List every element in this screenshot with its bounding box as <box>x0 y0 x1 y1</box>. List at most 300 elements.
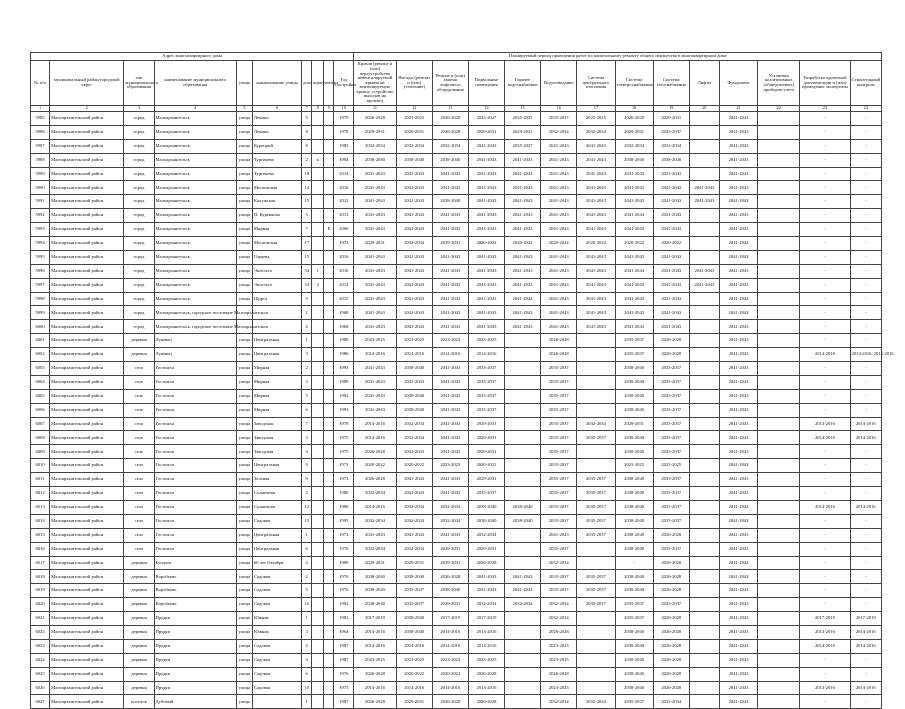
table-cell: Малоархангельский район <box>50 278 124 292</box>
table-cell: 2041-2043 <box>541 167 577 181</box>
column-header: Система центрального отопления <box>577 61 615 106</box>
table-cell <box>324 500 334 514</box>
table-cell: 2029-2031 <box>615 417 653 431</box>
table-cell: 2041-2043 <box>541 250 577 264</box>
table-cell: деревня <box>124 639 154 653</box>
table-cell: 2026-2028 <box>541 334 577 348</box>
table-row <box>31 264 882 278</box>
table-cell: 2029-2031 <box>354 237 396 251</box>
table-cell: 2035-2037 <box>653 514 689 528</box>
table-cell: Малоархангельский район <box>50 320 124 334</box>
table-cell: Малоархангельск <box>154 139 236 153</box>
table-cell: город <box>124 209 154 223</box>
table-cell <box>505 528 541 542</box>
table-cell: - <box>800 584 850 598</box>
table-row <box>31 223 882 237</box>
table-cell: 4 <box>302 653 312 667</box>
table-cell: Садовая <box>252 681 301 695</box>
table-cell: 2038-2040 <box>615 362 653 376</box>
table-cell: 2 <box>302 153 312 167</box>
table-cell <box>758 375 800 389</box>
table-cell: Малоархангельский район <box>50 264 124 278</box>
table-cell: Прудки <box>154 612 236 626</box>
table-cell: 2026-2028 <box>541 625 577 639</box>
table-cell <box>505 695 541 709</box>
table-cell <box>252 695 301 709</box>
table-cell: 1987 <box>334 653 354 667</box>
table-cell: 2014-2016 <box>354 417 396 431</box>
table-cell <box>505 334 541 348</box>
table-cell: 2038-2040 <box>615 487 653 501</box>
table-cell: 2041-2043 <box>719 487 757 501</box>
table-cell: село <box>124 417 154 431</box>
table-cell: Малоархангельск, городское поселение Малоархангельск <box>154 320 236 334</box>
table-cell: Малоархангельский район <box>50 459 124 473</box>
table-cell: 2020-2022 <box>505 237 541 251</box>
table-cell: Гостомля <box>154 473 236 487</box>
table-cell: Малоархангельский район <box>50 542 124 556</box>
table-cell: улица <box>236 153 252 167</box>
table-cell: 1979 <box>334 112 354 126</box>
table-cell: Гостомля <box>154 514 236 528</box>
table-cell: 15 <box>302 195 312 209</box>
table-cell: город <box>124 181 154 195</box>
table-cell: 6 <box>302 403 312 417</box>
table-cell: 2035-2037 <box>541 445 577 459</box>
table-cell: село <box>124 389 154 403</box>
table-cell: 2041-2043 <box>432 362 468 376</box>
table-cell: Малоархангельский район <box>50 653 124 667</box>
table-cell: 2035-2037 <box>541 375 577 389</box>
column-number: 13 <box>432 106 468 112</box>
table-cell <box>312 500 324 514</box>
table-cell: улица <box>236 375 252 389</box>
table-cell: 2020-2022 <box>615 237 653 251</box>
table-cell: 1978 <box>334 417 354 431</box>
table-cell: улица <box>236 459 252 473</box>
column-header: Ремонт и (или) замена лифтового оборудования <box>432 61 468 106</box>
table-row <box>31 514 882 528</box>
table-row <box>31 681 882 695</box>
table-cell: Малоархангельский район <box>50 167 124 181</box>
table-cell <box>689 459 719 473</box>
table-cell: Малоархангельский район <box>50 681 124 695</box>
table-cell: Центральная <box>252 348 301 362</box>
table-cell: 6010 <box>31 459 50 473</box>
table-cell: 2041-2043 <box>719 334 757 348</box>
table-cell: Малоархангельский район <box>50 375 124 389</box>
table-row <box>31 195 882 209</box>
table-cell <box>689 237 719 251</box>
table-cell: Гостомля <box>154 375 236 389</box>
table-cell: - <box>800 570 850 584</box>
table-cell: 2035-2037 <box>541 403 577 417</box>
table-cell: 2029-2031 <box>468 431 504 445</box>
table-cell: 2035-2037 <box>541 112 577 126</box>
table-cell: Малоархангельский район <box>50 403 124 417</box>
table-cell: 2041-2043 <box>396 278 432 292</box>
table-cell: 2026-2028 <box>541 667 577 681</box>
column-header: Лифты <box>689 61 719 106</box>
table-cell: деревня <box>124 598 154 612</box>
table-cell: 9 <box>302 292 312 306</box>
table-cell: улица <box>236 556 252 570</box>
table-cell: 2023-2025 <box>541 653 577 667</box>
table-cell <box>689 542 719 556</box>
table-cell: 2041-2043 <box>432 209 468 223</box>
table-cell: 2014-2016 <box>850 431 881 445</box>
table-cell: 2014-2016 <box>354 681 396 695</box>
table-cell: 2032-2034 <box>354 139 396 153</box>
table-cell: 1976 <box>334 542 354 556</box>
table-cell <box>577 639 615 653</box>
table-cell: 2041-2043 <box>653 278 689 292</box>
table-cell <box>758 681 800 695</box>
table-cell: 2038-2040 <box>615 681 653 695</box>
table-cell: 1968 <box>334 306 354 320</box>
table-cell <box>758 264 800 278</box>
table-cell: 2041-2043 <box>615 306 653 320</box>
table-cell: 2041-2043 <box>719 237 757 251</box>
table-cell: 1993 <box>334 362 354 376</box>
table-cell: 2014-2016 <box>800 681 850 695</box>
table-cell: 2032-2034 <box>577 417 615 431</box>
table-cell: 2026-2028 <box>653 334 689 348</box>
table-cell: 2014 <box>334 278 354 292</box>
column-header: наименование муниципального образования <box>154 61 236 106</box>
group-header-repair-period: Планируемый период проведения работ по капитальному ремонту общего имущества в многоквартирном доме <box>354 53 882 61</box>
table-cell: 2026-2028 <box>653 556 689 570</box>
table-cell: 2041-2043 <box>719 278 757 292</box>
table-cell <box>312 459 324 473</box>
table-cell: 2029-2031 <box>468 417 504 431</box>
column-number: 6 <box>252 106 301 112</box>
table-cell: 2017-2019 <box>432 612 468 626</box>
table-cell: город <box>124 153 154 167</box>
column-header: Подвальные помещения <box>468 61 504 106</box>
table-cell <box>689 223 719 237</box>
table-cell: 2032-2034 <box>653 695 689 709</box>
table-cell: 2041-2043 <box>396 320 432 334</box>
table-cell: Малоархангельский район <box>50 153 124 167</box>
table-cell: 2038-2040 <box>615 431 653 445</box>
table-cell: 4 <box>302 556 312 570</box>
table-cell: Центральная <box>252 542 301 556</box>
table-cell: 2014-2016 <box>850 681 881 695</box>
table-cell: 5991 <box>31 195 50 209</box>
table-cell: 2014-2016 <box>432 639 468 653</box>
table-cell: 2016 <box>334 181 354 195</box>
table-cell: улица <box>236 209 252 223</box>
table-cell: 2041-2043 <box>577 167 615 181</box>
table-cell <box>758 695 800 709</box>
table-cell <box>758 195 800 209</box>
table-cell: Малоархангельск <box>154 223 236 237</box>
table-cell: - <box>800 195 850 209</box>
table-cell: - <box>800 556 850 570</box>
table-cell: 2014-2016 <box>800 625 850 639</box>
table-cell: 2035-2037 <box>615 598 653 612</box>
table-cell <box>758 348 800 362</box>
table-cell <box>689 389 719 403</box>
table-cell: 2041-2043 <box>354 167 396 181</box>
table-cell: 2041-2043 <box>541 209 577 223</box>
table-cell <box>577 375 615 389</box>
table-cell: 2041-2043 <box>719 209 757 223</box>
table-cell: 2041-2043 <box>432 250 468 264</box>
table-cell: - <box>850 139 881 153</box>
table-cell: 1987 <box>334 639 354 653</box>
table-cell <box>312 487 324 501</box>
table-row <box>31 153 882 167</box>
table-cell: Малоархангельский район <box>50 237 124 251</box>
table-cell: 1986 <box>334 500 354 514</box>
table-cell: 2035-2037 <box>577 514 615 528</box>
table-cell <box>312 348 324 362</box>
table-cell: Малоархангельск, городское поселение Малоархангельск <box>154 306 236 320</box>
table-cell <box>324 598 334 612</box>
table-cell: 2014-2016 <box>432 348 468 362</box>
table-cell: Прудки <box>154 667 236 681</box>
table-cell: Заводская <box>252 431 301 445</box>
table-cell: 2014-2016 <box>800 431 850 445</box>
column-number: 7 <box>302 106 312 112</box>
table-cell: Малоархангельский район <box>50 473 124 487</box>
table-cell: улица <box>236 181 252 195</box>
table-cell: Малоархангельский район <box>50 612 124 626</box>
column-number: 20 <box>689 106 719 112</box>
table-cell: 2038-2040 <box>354 584 396 598</box>
table-cell: 2041-2043 <box>468 250 504 264</box>
table-cell: 2035-2037 <box>615 348 653 362</box>
table-cell: 2026-2028 <box>354 112 396 126</box>
table-cell <box>505 639 541 653</box>
table-cell: Заводская <box>252 445 301 459</box>
table-cell: 2041-2043 <box>354 209 396 223</box>
table-cell <box>312 292 324 306</box>
table-cell: 2035-2037 <box>653 431 689 445</box>
table-cell: 2026-2028 <box>653 667 689 681</box>
table-cell: Ленина <box>252 125 301 139</box>
table-cell: 2023-2025 <box>396 653 432 667</box>
table-cell <box>312 125 324 139</box>
table-cell: 2041-2043 <box>615 195 653 209</box>
table-cell: 2041-2043 <box>354 320 396 334</box>
table-cell <box>689 639 719 653</box>
table-cell: село <box>124 528 154 542</box>
table-cell: 2029-2031 <box>432 556 468 570</box>
table-cell: 6014 <box>31 514 50 528</box>
table-cell: Малоархангельский район <box>50 195 124 209</box>
table-cell <box>689 514 719 528</box>
table-cell: 2016 <box>334 250 354 264</box>
table-cell: 2032-2034 <box>354 487 396 501</box>
table-cell: 2041-2043 <box>577 153 615 167</box>
table-cell <box>758 431 800 445</box>
table-cell: 2038-2040 <box>396 153 432 167</box>
table-cell: 2026-2028 <box>653 584 689 598</box>
table-cell: Малоархангельский район <box>50 292 124 306</box>
table-cell: Прудки <box>154 681 236 695</box>
table-row <box>31 403 882 417</box>
table-cell: 2026-2028 <box>354 473 396 487</box>
table-cell <box>324 195 334 209</box>
table-cell: 2038-2040 <box>615 542 653 556</box>
table-cell: 8 <box>302 125 312 139</box>
table-row <box>31 556 882 570</box>
table-cell: 2026-2028 <box>432 125 468 139</box>
table-cell: Малоархангельск <box>154 292 236 306</box>
table-cell: 2041-2043 <box>719 292 757 306</box>
table-cell: 2014-2016 <box>850 417 881 431</box>
table-cell: 2041-2043 <box>653 250 689 264</box>
table-cell: 2041-2043 <box>541 528 577 542</box>
table-cell: Московская <box>252 237 301 251</box>
table-cell <box>312 237 324 251</box>
table-cell: улица <box>236 681 252 695</box>
column-number: 23 <box>800 106 850 112</box>
table-cell <box>324 348 334 362</box>
column-number: 1 <box>31 106 50 112</box>
table-cell <box>324 389 334 403</box>
column-header: Горячее водоснабжение <box>505 61 541 106</box>
table-cell: 2041-2043 <box>541 320 577 334</box>
table-cell: Садовая <box>252 570 301 584</box>
table-cell: 2041-2043 <box>505 209 541 223</box>
table-cell: 5992 <box>31 209 50 223</box>
table-cell: 2035-2037 <box>541 459 577 473</box>
table-cell: 2038-2040 <box>615 653 653 667</box>
table-cell: 2014-2016 <box>800 500 850 514</box>
table-cell: 5986 <box>31 125 50 139</box>
table-cell: село <box>124 375 154 389</box>
table-cell: Малоархангельский район <box>50 306 124 320</box>
table-cell: улица <box>236 625 252 639</box>
table-cell <box>312 556 324 570</box>
table-cell: 2014-2016 <box>354 431 396 445</box>
table-cell: 2041-2043 <box>396 528 432 542</box>
table-cell <box>758 417 800 431</box>
table-cell: 2029-2031 <box>505 125 541 139</box>
table-cell <box>758 167 800 181</box>
table-cell: 6004 <box>31 375 50 389</box>
table-cell: 2035-2037 <box>541 362 577 376</box>
table-cell <box>324 695 334 709</box>
table-cell <box>312 681 324 695</box>
table-cell: - <box>800 223 850 237</box>
table-cell: Солнечная <box>252 487 301 501</box>
table-cell: 2032-2034 <box>396 237 432 251</box>
table-cell: улица <box>236 348 252 362</box>
table-cell: 2035-2037 <box>577 584 615 598</box>
table-row <box>31 459 882 473</box>
table-cell <box>312 570 324 584</box>
table-cell: 2014-2016 <box>354 625 396 639</box>
table-cell <box>505 612 541 626</box>
table-cell: деревня <box>124 570 154 584</box>
table-cell: - <box>850 389 881 403</box>
table-cell: 6006 <box>31 403 50 417</box>
table-cell: улица <box>236 431 252 445</box>
table-cell: 2041-2043 <box>719 389 757 403</box>
table-cell: 2041-2043 <box>719 195 757 209</box>
table-cell: Центральная <box>252 528 301 542</box>
table-cell <box>758 292 800 306</box>
table-cell <box>312 250 324 264</box>
table-cell: 2014-2016 <box>850 639 881 653</box>
table-cell: 2023-2025 <box>468 334 504 348</box>
table-cell: 1968 <box>334 320 354 334</box>
table-cell: 2041-2043 <box>505 306 541 320</box>
table-cell: деревня <box>124 334 154 348</box>
table-cell: 2 <box>302 487 312 501</box>
table-cell: Горцева <box>252 250 301 264</box>
table-cell: 2041-2043 <box>468 153 504 167</box>
table-cell: 2038-2040 <box>396 612 432 626</box>
table-cell: 2032-2034 <box>354 542 396 556</box>
table-cell: 2041-2043 <box>505 278 541 292</box>
table-cell: 2029-2031 <box>468 125 504 139</box>
table-cell <box>312 306 324 320</box>
table-cell: 14 <box>302 181 312 195</box>
table-cell <box>505 403 541 417</box>
table-cell: Гостомля <box>154 417 236 431</box>
table-cell <box>689 362 719 376</box>
table-cell: 2032-2034 <box>468 528 504 542</box>
table-cell: 2041-2043 <box>468 195 504 209</box>
table-cell: 2023-2025 <box>396 334 432 348</box>
table-cell: деревня <box>124 625 154 639</box>
table-cell: 2020-2022 <box>653 237 689 251</box>
table-cell <box>312 653 324 667</box>
table-cell: 2041-2043 <box>432 223 468 237</box>
table-cell: Малоархангельский район <box>50 639 124 653</box>
table-cell <box>689 695 719 709</box>
table-cell: 2038-2040 <box>615 375 653 389</box>
table-cell: 2038-2040 <box>396 362 432 376</box>
table-cell: деревня <box>124 348 154 362</box>
table-cell: 2012 <box>334 195 354 209</box>
table-cell <box>324 112 334 126</box>
table-cell: город <box>124 306 154 320</box>
table-cell: 2041-2043 <box>468 570 504 584</box>
table-cell: 2026-2028 <box>432 570 468 584</box>
table-cell <box>312 403 324 417</box>
column-number: 4 <box>154 106 236 112</box>
table-cell: 2035-2037 <box>541 431 577 445</box>
table-cell: 6 <box>302 667 312 681</box>
table-cell: Малоархангельский район <box>50 334 124 348</box>
table-cell: 2041-2043 <box>541 139 577 153</box>
table-cell: 2041-2043 <box>432 417 468 431</box>
table-cell: Мирная <box>252 375 301 389</box>
table-cell: 5996 <box>31 264 50 278</box>
table-cell: 2032-2034 <box>541 556 577 570</box>
table-cell: 2026-2028 <box>468 556 504 570</box>
table-cell: - <box>800 598 850 612</box>
table-cell: Малоархангельск <box>154 264 236 278</box>
table-cell: улица <box>236 292 252 306</box>
table-cell: улица <box>236 473 252 487</box>
table-cell <box>689 112 719 126</box>
table-cell <box>324 181 334 195</box>
table-cell <box>324 139 334 153</box>
table-cell: - <box>800 542 850 556</box>
table-cell <box>577 612 615 626</box>
table-cell <box>689 306 719 320</box>
table-cell: 1976 <box>334 570 354 584</box>
table-cell: - <box>800 375 850 389</box>
